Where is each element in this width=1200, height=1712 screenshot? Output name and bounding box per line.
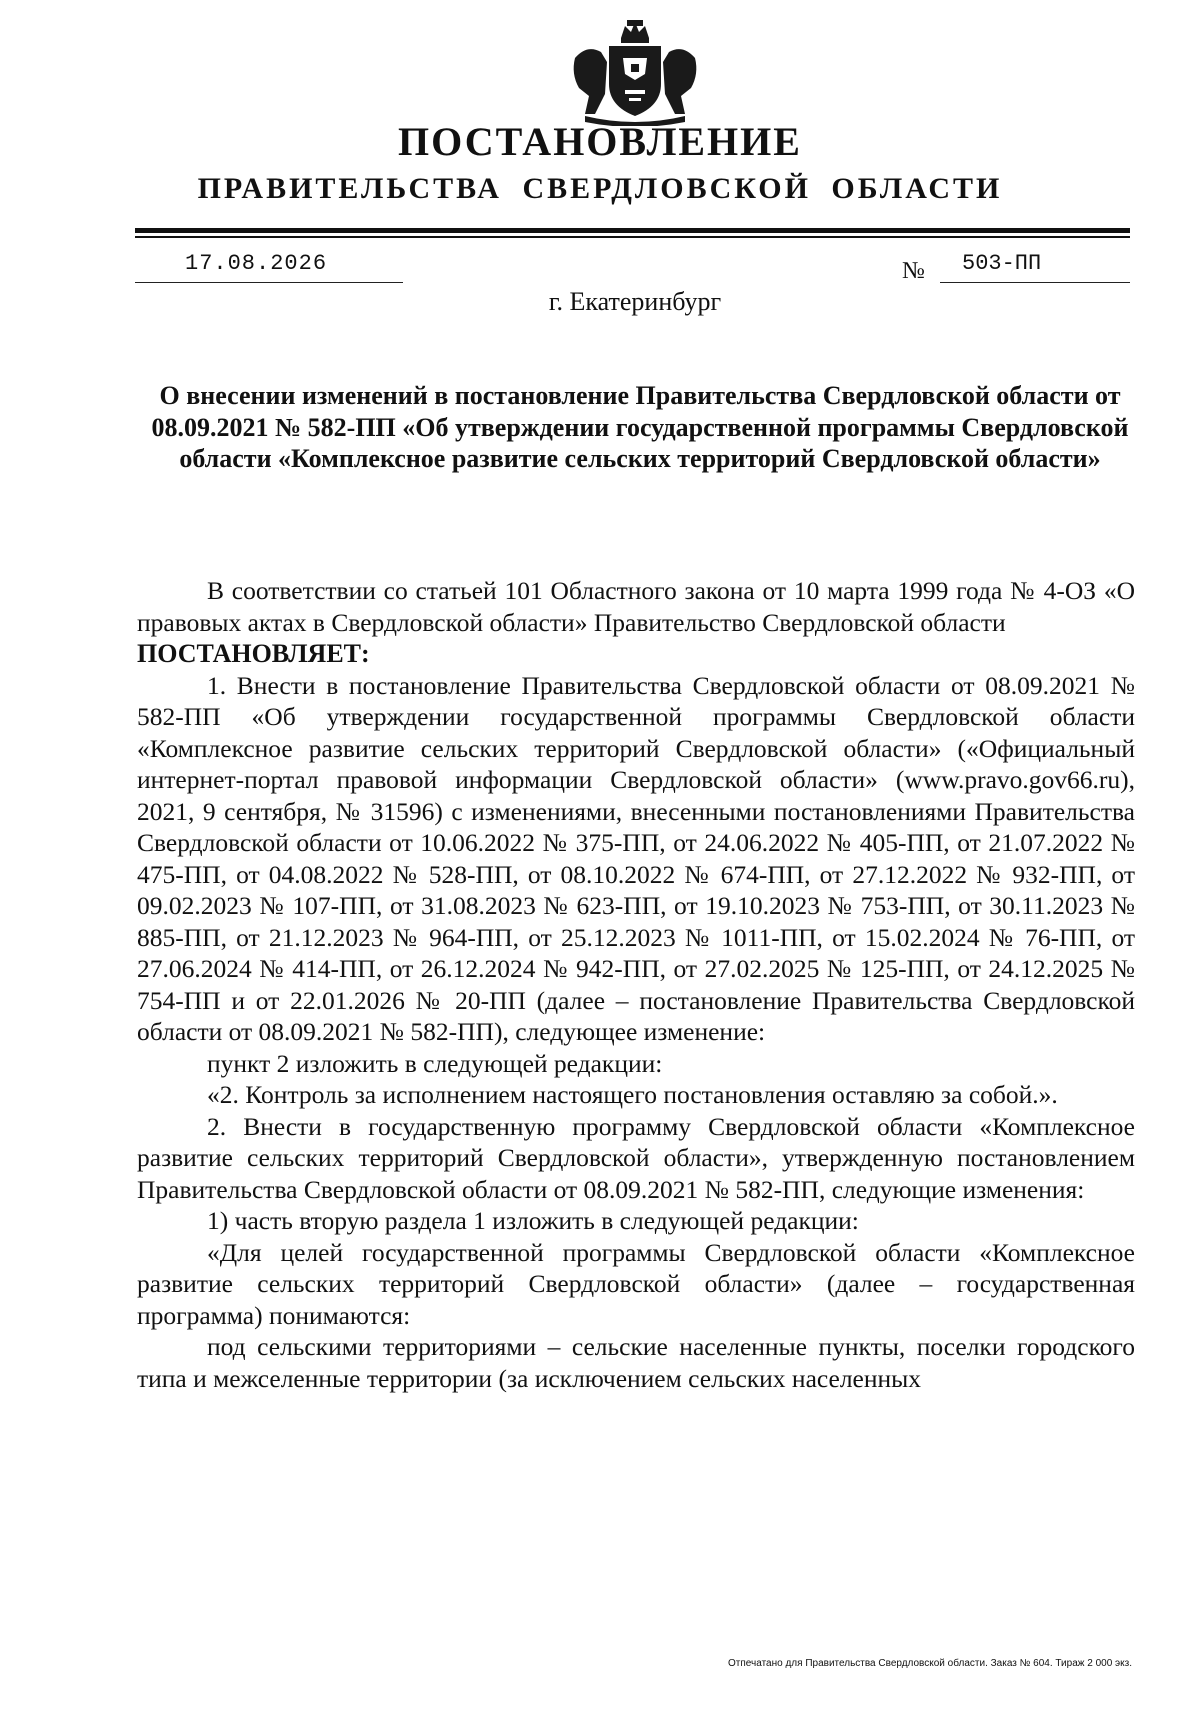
paragraph-subitem-1: 1) часть вторую раздела 1 изложить в следующей редакции: [207,1206,859,1235]
issuing-authority-heading: ПРАВИТЕЛЬСТВА СВЕРДЛОВСКОЙ ОБЛАСТИ [197,172,1003,205]
document-number: 503-ПП [962,251,1042,276]
paragraph-rural-territories: под сельскими территориями – сельские населенные пункты, поселки городского типа и межселенные территории (за исключением сельских населенных [137,1332,1135,1393]
city-name: г. Екатеринбург [548,287,722,316]
header-divider-thick [135,228,1130,233]
number-sign: № [902,258,925,284]
header-divider-thin [135,236,1130,238]
paragraph-amendment-text: «2. Контроль за исполнением настоящего постановления оставляю за собой.». [207,1080,1058,1109]
paragraph-item-1: 1. Внести в постановление Правительства Свердловской области от 08.09.2021 № 582-ПП «Об утверждении государственной программы Свердловской области «Комплексное развитие сельских территорий Свердловской области» («Официальный интернет-портал правовой информации Свердловской области» (www.pravo.gov66.ru), 2021, 9 сентября, № 31596) с изменениями, внесенными постановлениями Правительства Свердловской области от 10.06.2022 № 375-ПП, от 24.06.2022 № 405-ПП, от 21.07.2022 № 475-ПП, от 04.08.2022 № 528-ПП, от 08.10.2022 № 674-ПП, от 27.12.2022 № 932-ПП, от 09.02.2023 № 107-ПП, от 31.08.2023 № 623-ПП, от 19.10.2023 № 753-ПП, от 30.11.2023 № 885-ПП, от 21.12.2023 № 964-ПП, от 25.12.2023 № 1011-ПП, от 15.02.2024 № 76-ПП, от 27.06.2024 № 414-ПП, от 26.12.2024 № 942-ПП, от 27.02.2025 № 125-ПП, от 24.12.2025 № 754-ПП и от 22.01.2026 № 20-ПП (далее – постановление Правительства Свердловской области от 08.09.2021 № 582-ПП), следующее изменение: [137,670,1135,1046]
paragraph-item-2: 2. Внести в государственную программу Свердловской области «Комплексное развитие сельских территорий Свердловской области», утвержденную постановлением Правительства Свердловской области от 08.09.2021 № 582-ПП, следующие изменения: [137,1111,1135,1204]
document-title: О внесении изменений в постановление Правительства Свердловской области от 08.09.2021 № 582-ПП «Об утверждении государственной программы Свердловской области «Комплексное развитие сельских территорий Свердловской области» [151,381,1129,473]
coat-of-arms-emblem [565,18,705,126]
document-date: 17.08.2026 [185,251,328,276]
print-footer: Отпечатано для Правительства Свердловской области. Заказ № 604. Тираж 2 000 экз. [728,1658,1132,1669]
document-type-heading: ПОСТАНОВЛЕНИЕ [398,119,802,164]
paragraph-program-definition: «Для целей государственной программы Свердловской области «Комплексное развитие сельских территорий Свердловской области» (далее – государственная программа) понимаются: [137,1237,1135,1330]
decree-word: ПОСТАНОВЛЯЕТ: [137,639,370,668]
paragraph-amendment-intro: пункт 2 изложить в следующей редакции: [207,1048,663,1078]
intro-paragraph: В соответствии со статьей 101 Областного закона от 10 марта 1999 года № 4-ОЗ «О правовых актах в Свердловской области» Правительство Свердловской области [137,576,1135,637]
document-body [137,575,1135,1394]
date-underline [135,282,403,283]
number-underline [940,282,1130,283]
